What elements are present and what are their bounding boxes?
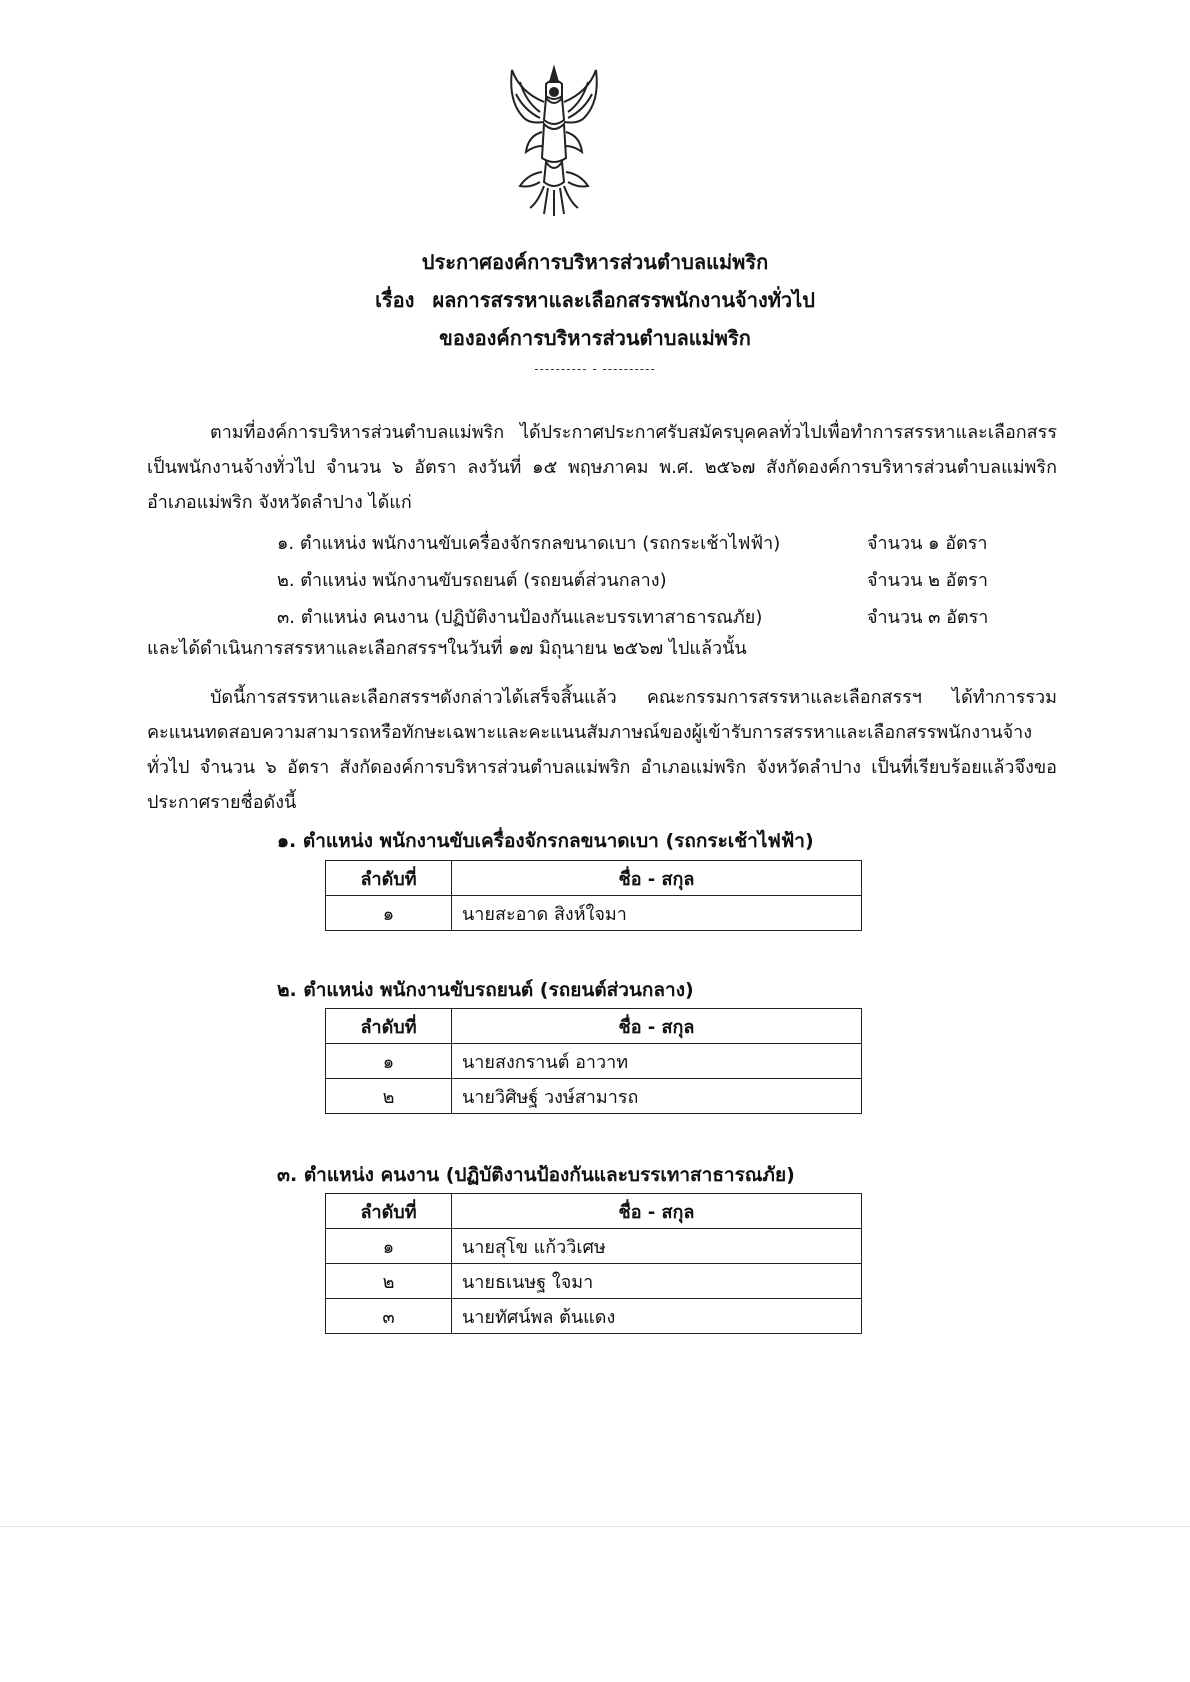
row-no: ๑: [326, 896, 452, 931]
announcement-paragraph: บัดนี้การสรรหาและเลือกสรรฯดังกล่าวได้เสร็จสิ้นแล้ว คณะกรรมการสรรหาและเลือกสรรฯ ได้ทำการรวมคะแนนทดสอบความสามารถหรือทักษะเฉพาะและคะแนนสัมภาษณ์ของผู้เข้ารับการสรรหาและเลือกสรรพนักงานจ้างทั่วไป จำนวน ๖ อัตรา สังกัดองค์การบริหารส่วนตำบลแม่พริก อำเภอแม่พริก จังหวัดลำปาง เป็นที่เรียบร้อยแล้วจึงขอประกาศรายชื่อดังนี้: [147, 687, 1057, 813]
col-name-header: ชื่อ - สกุล: [452, 1194, 862, 1229]
table-row: [326, 1229, 862, 1264]
list-item: [277, 598, 1017, 635]
conclusion-line: และได้ดำเนินการสรรหาและเลือกสรรฯในวันที่ ๑๗ มิถุนายน ๒๕๖๗ ไปแล้วนั้น: [147, 638, 747, 659]
table-header-row: [326, 861, 862, 896]
intro-paragraph: ตามที่องค์การบริหารส่วนตำบลแม่พริก ได้ประกาศประกาศรับสมัครบุคคลทั่วไปเพื่อทำการสรรหาและเลือกสรรเป็นพนักงานจ้างทั่วไป จำนวน ๖ อัตรา ลงวันที่ ๑๕ พฤษภาคม พ.ศ. ๒๕๖๗ สังกัดองค์การบริหารส่วนตำบลแม่พริก อำเภอแม่พริก จังหวัดลำปาง ได้แก่: [147, 422, 1057, 513]
row-name: นายธเนษฐ ใจมา: [452, 1264, 862, 1299]
list-item: [277, 524, 1017, 561]
section-heading: ๒. ตำแหน่ง พนักงานขับรถยนต์ (รถยนต์ส่วนกลาง): [277, 979, 694, 1001]
garuda-emblem-icon: [500, 62, 608, 222]
row-name: นายสุโข แก้ววิเศษ: [452, 1229, 862, 1264]
table-header-row: [326, 1194, 862, 1229]
row-name: นายทัศน์พล ต้นแดง: [452, 1299, 862, 1334]
table-row: [326, 1264, 862, 1299]
position-text: ๓. ตำแหน่ง คนงาน (ปฏิบัติงานป้องกันและบรรเทาสาธารณภัย): [277, 607, 763, 628]
row-no: ๑: [326, 1044, 452, 1079]
row-no: ๒: [326, 1079, 452, 1114]
position-count: จำนวน ๒ อัตรา: [867, 570, 988, 591]
section-heading: ๓. ตำแหน่ง คนงาน (ปฏิบัติงานป้องกันและบรรเทาสาธารณภัย): [277, 1164, 795, 1186]
col-name-header: ชื่อ - สกุล: [452, 861, 862, 896]
table-header-row: [326, 1009, 862, 1044]
subject-label: เรื่อง: [375, 288, 415, 312]
row-no: ๒: [326, 1264, 452, 1299]
result-table: [325, 860, 862, 931]
list-item: [277, 561, 1017, 598]
col-no-header: ลำดับที่: [326, 861, 452, 896]
col-no-header: ลำดับที่: [326, 1194, 452, 1229]
row-name: นายสงกรานต์ อาวาท: [452, 1044, 862, 1079]
page-divider: [0, 1526, 1190, 1527]
table-row: [326, 1079, 862, 1114]
row-no: ๑: [326, 1229, 452, 1264]
result-table: [325, 1008, 862, 1114]
row-no: ๓: [326, 1299, 452, 1334]
table-row: [326, 1299, 862, 1334]
row-name: นายสะอาด สิงห์ใจมา: [452, 896, 862, 931]
announcement-subject-line2: ขององค์การบริหารส่วนตำบลแม่พริก: [439, 326, 751, 350]
announcement-title: ประกาศองค์การบริหารส่วนตำบลแม่พริก: [421, 250, 769, 274]
row-name: นายวิศิษฐ์ วงษ์สามารถ: [452, 1079, 862, 1114]
position-list: [277, 524, 1017, 635]
col-no-header: ลำดับที่: [326, 1009, 452, 1044]
section-heading: ๑. ตำแหน่ง พนักงานขับเครื่องจักรกลขนาดเบา (รถกระเช้าไฟฟ้า): [277, 830, 814, 852]
position-count: จำนวน ๓ อัตรา: [867, 607, 989, 628]
position-count: จำนวน ๑ อัตรา: [867, 533, 988, 554]
result-table: [325, 1193, 862, 1334]
announcement-subject: [0, 284, 1190, 316]
subject-text: ผลการสรรหาและเลือกสรรพนักงานจ้างทั่วไป: [432, 288, 815, 312]
table-row: [326, 896, 862, 931]
position-text: ๑. ตำแหน่ง พนักงานขับเครื่องจักรกลขนาดเบา (รถกระเช้าไฟฟ้า): [277, 533, 781, 554]
title-separator: ---------- - ----------: [534, 362, 656, 376]
col-name-header: ชื่อ - สกุล: [452, 1009, 862, 1044]
position-text: ๒. ตำแหน่ง พนักงานขับรถยนต์ (รถยนต์ส่วนกลาง): [277, 570, 667, 591]
table-row: [326, 1044, 862, 1079]
